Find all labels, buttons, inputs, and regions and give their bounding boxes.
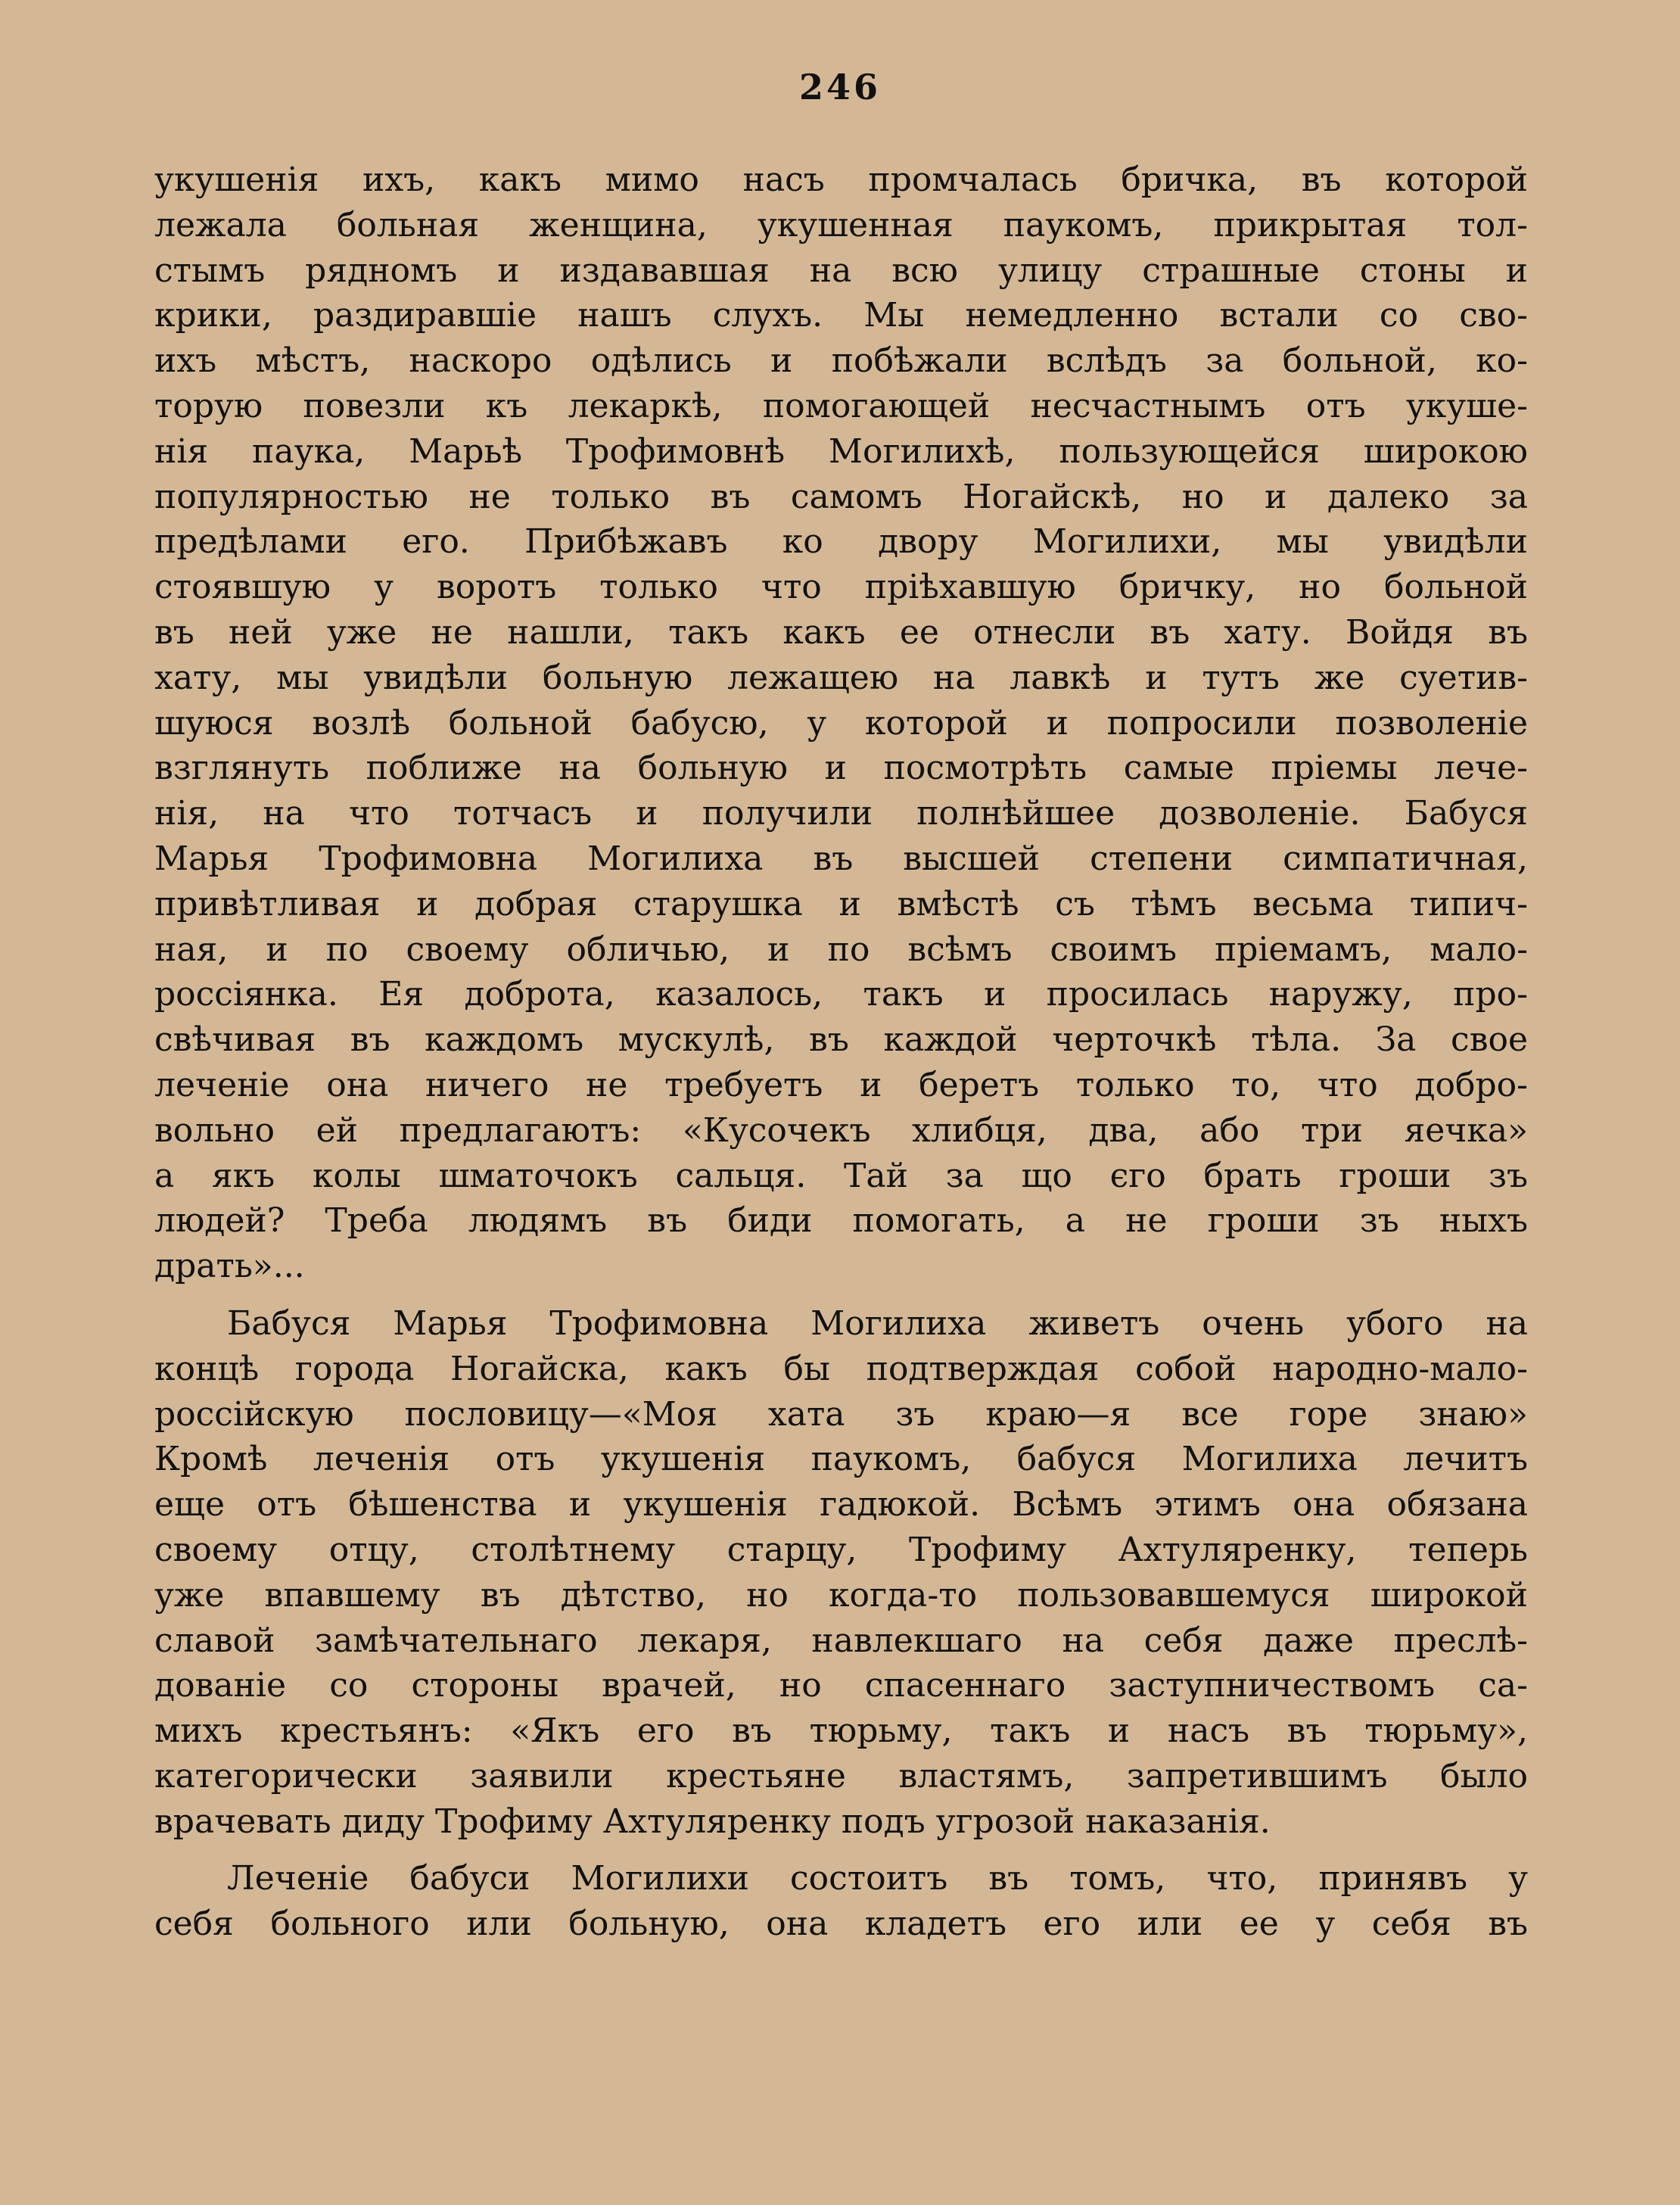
- text-line: врачевать диду Трофиму Ахтуляренку подъ угрозой наказанія.: [154, 1802, 1271, 1841]
- text-line: категорически заявили крестьяне властямъ, запретившимъ было: [154, 1756, 1528, 1795]
- paragraph-3: [154, 1856, 1528, 1947]
- text-line: популярностью не только въ самомъ Ногайскѣ, но и далеко за: [154, 477, 1528, 516]
- text-line: лежала больная женщина, укушенная паукомъ, прикрытая тол-: [154, 205, 1528, 244]
- text-line: концѣ города Ногайска, какъ бы подтверждая собой народно-мало-: [154, 1349, 1528, 1388]
- text-line: Марья Трофимовна Могилиха въ высшей степени симпатичная,: [154, 839, 1528, 878]
- text-line: взглянуть поближе на больную и посмотрѣть самые пріемы лече-: [154, 749, 1528, 788]
- text-line: торую повезли къ лекаркѣ, помогающей несчастнымъ отъ укуше-: [154, 386, 1528, 425]
- text-line: хату, мы увидѣли больную лежащею на лавкѣ и тутъ же суетив-: [154, 658, 1528, 697]
- text-line: стоявшую у воротъ только что пріѣхавшую бричку, но больной: [154, 568, 1528, 607]
- text-line: предѣлами его. Прибѣжавъ ко двору Могилихи, мы увидѣли: [154, 522, 1528, 562]
- paragraph-2: [154, 1301, 1528, 1845]
- text-line: россійскую пословицу—«Моя хата зъ краю—я все горе знаю»: [154, 1394, 1528, 1434]
- body-text: [154, 157, 1528, 1947]
- text-line: михъ крестьянъ: «Якъ его въ тюрьму, такъ и насъ въ тюрьму»,: [154, 1711, 1528, 1751]
- text-line: нія, на что тотчасъ и получили полнѣйшее дозволеніе. Бабуся: [154, 794, 1528, 833]
- text-line: своему отцу, столѣтнему старцу, Трофиму Ахтуляренку, теперь: [154, 1530, 1528, 1569]
- text-line: себя больного или больную, она кладетъ его или ее у себя въ: [154, 1904, 1528, 1944]
- text-line: Бабуся Марья Трофимовна Могилиха живетъ очень убого на: [227, 1303, 1528, 1343]
- text-line: драть»...: [154, 1247, 305, 1286]
- text-line: дованіе со стороны врачей, но спасеннаго заступничествомъ са-: [154, 1666, 1528, 1705]
- text-line: вольно ей предлагаютъ: «Кусочекъ хлибця, два, або три яечка»: [154, 1110, 1528, 1150]
- text-line: ихъ мѣстъ, наскоро одѣлись и побѣжали вслѣдъ за больной, ко-: [154, 341, 1528, 381]
- text-line: нія паука, Марьѣ Трофимовнѣ Могилихѣ, пользующейся широкою: [154, 431, 1528, 471]
- text-line: крики, раздиравшіе нашъ слухъ. Мы немедленно встали со сво-: [154, 296, 1528, 335]
- page-number: 246: [798, 67, 882, 107]
- text-line: ная, и по своему обличью, и по всѣмъ своимъ пріемамъ, мало-: [154, 930, 1528, 969]
- text-line: Леченіе бабуси Могилихи состоитъ въ томъ, что, принявъ у: [227, 1859, 1528, 1898]
- text-line: славой замѣчательнаго лекаря, навлекшаго на себя даже преслѣ-: [154, 1621, 1528, 1660]
- text-line: шуюся возлѣ больной бабусю, у которой и попросили позволеніе: [154, 703, 1528, 743]
- text-line: укушенія ихъ, какъ мимо насъ промчалась бричка, въ которой: [154, 160, 1528, 199]
- text-line: привѣтливая и добрая старушка и вмѣстѣ съ тѣмъ весьма типич-: [154, 884, 1528, 923]
- text-line: а якъ колы шматочокъ сальця. Тай за що єго брать гроши зъ: [154, 1156, 1528, 1195]
- text-line: людей? Треба людямъ въ биди помогать, а не гроши зъ ныхъ: [154, 1201, 1528, 1241]
- text-line: свѣчивая въ каждомъ мускулѣ, въ каждой черточкѣ тѣла. За свое: [154, 1020, 1528, 1060]
- text-line: еще отъ бѣшенства и укушенія гадюкой. Всѣмъ этимъ она обязана: [154, 1485, 1528, 1525]
- paragraph-1: [154, 157, 1528, 1289]
- text-line: стымъ рядномъ и издававшая на всю улицу страшные стоны и: [154, 251, 1528, 290]
- text-line: въ ней уже не нашли, такъ какъ ее отнесли въ хату. Войдя въ: [154, 612, 1528, 652]
- text-line: уже впавшему въ дѣтство, но когда-то пользовавшемуся широкой: [154, 1575, 1528, 1615]
- text-line: россіянка. Ея доброта, казалось, такъ и просилась наружу, про-: [154, 975, 1528, 1014]
- text-line: Кромѣ леченія отъ укушенія паукомъ, бабуся Могилиха лечитъ: [154, 1440, 1528, 1479]
- text-line: леченіе она ничего не требуетъ и беретъ только то, что добро-: [154, 1065, 1528, 1104]
